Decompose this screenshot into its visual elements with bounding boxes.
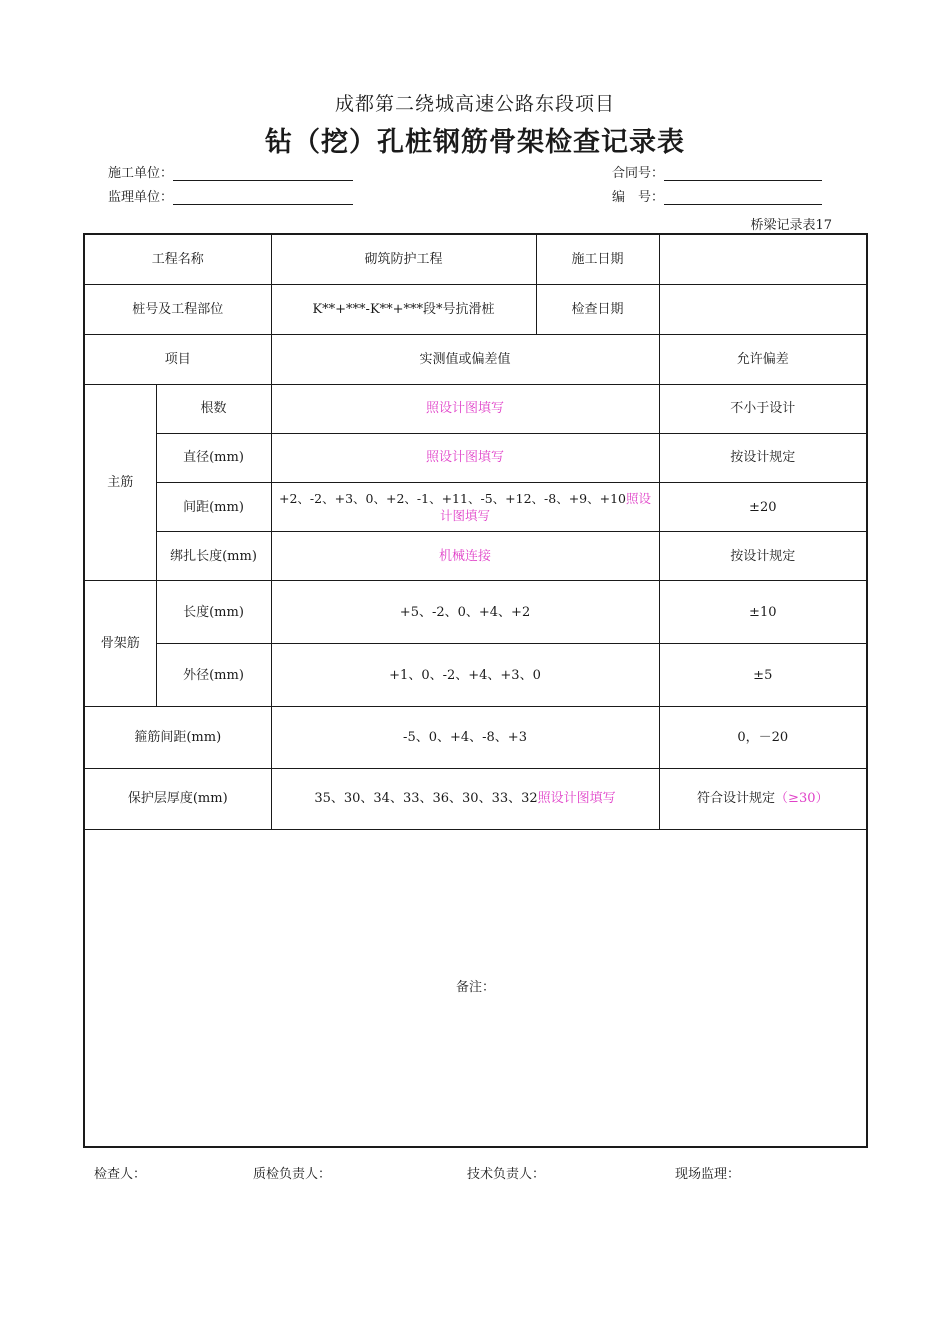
spacing-note: 照设计图填写 bbox=[440, 491, 652, 524]
table-row bbox=[84, 644, 867, 707]
cover-thickness-value: 35、30、34、33、36、30、33、32 bbox=[314, 791, 538, 807]
inspector-signature: 检查人： bbox=[94, 1167, 147, 1182]
main-rebar-group-label: 主筋 bbox=[84, 384, 156, 580]
serial-no-input-line[interactable] bbox=[664, 192, 822, 205]
serial-no-label: 编 号： bbox=[612, 190, 665, 205]
outer-diameter-label: 外径(mm) bbox=[156, 644, 271, 707]
spacing-cell[interactable] bbox=[271, 483, 659, 532]
construction-date-label: 施工日期 bbox=[536, 234, 659, 284]
diameter-value[interactable]: 照设计图填写 bbox=[271, 433, 659, 482]
stirrup-spacing-tolerance: 0，－20 bbox=[659, 707, 867, 768]
outer-diameter-tolerance: ±5 bbox=[659, 644, 867, 707]
cover-thickness-tolerance-note: （≥30） bbox=[775, 791, 829, 807]
length-value[interactable]: +5、-2、0、+4、+2 bbox=[271, 581, 659, 644]
contract-no-input-line[interactable] bbox=[664, 168, 822, 181]
contract-no-field bbox=[612, 162, 822, 181]
col-header-item: 项目 bbox=[84, 334, 271, 384]
cover-thickness-tolerance-cell bbox=[659, 768, 867, 829]
site-supervisor-signature: 现场监理： bbox=[675, 1167, 741, 1182]
length-label: 长度(mm) bbox=[156, 581, 271, 644]
contractor-label: 施工单位： bbox=[108, 166, 174, 181]
table-row bbox=[84, 234, 867, 284]
inspection-date-label: 检查日期 bbox=[536, 284, 659, 334]
spacing-label: 间距(mm) bbox=[156, 483, 271, 532]
diameter-tolerance: 按设计规定 bbox=[659, 433, 867, 482]
supervisor-field bbox=[108, 186, 353, 205]
construction-date-value[interactable] bbox=[659, 234, 867, 284]
count-label: 根数 bbox=[156, 384, 271, 433]
tech-lead-signature: 技术负责人： bbox=[467, 1167, 546, 1182]
col-header-tolerance: 允许偏差 bbox=[659, 334, 867, 384]
stirrup-spacing-value[interactable]: -5、0、+4、-8、+3 bbox=[271, 707, 659, 768]
inspection-table bbox=[83, 233, 868, 1148]
supervisor-label: 监理单位： bbox=[108, 190, 174, 205]
table-row bbox=[84, 483, 867, 532]
cover-thickness-cell[interactable] bbox=[271, 768, 659, 829]
lap-length-tolerance: 按设计规定 bbox=[659, 532, 867, 581]
lap-length-value[interactable]: 机械连接 bbox=[271, 532, 659, 581]
qc-lead-signature: 质检负责人： bbox=[253, 1167, 332, 1182]
project-name: 成都第二绕城高速公路东段项目 bbox=[334, 93, 615, 115]
diameter-label: 直径(mm) bbox=[156, 433, 271, 482]
length-tolerance: ±10 bbox=[659, 581, 867, 644]
count-tolerance: 不小于设计 bbox=[659, 384, 867, 433]
outer-diameter-value[interactable]: +1、0、-2、+4、+3、0 bbox=[271, 644, 659, 707]
project-name-value[interactable]: 砌筑防护工程 bbox=[271, 234, 536, 284]
contractor-input-line[interactable] bbox=[173, 168, 353, 181]
cage-group-label: 骨架筋 bbox=[84, 581, 156, 707]
form-code: 桥梁记录表17 bbox=[750, 218, 832, 233]
inspection-date-value[interactable] bbox=[659, 284, 867, 334]
table-row bbox=[84, 829, 867, 1147]
lap-length-label: 绑扎长度(mm) bbox=[156, 532, 271, 581]
serial-no-field bbox=[612, 186, 822, 205]
table-row bbox=[84, 532, 867, 581]
remarks-area[interactable] bbox=[84, 829, 867, 1147]
stirrup-spacing-label: 箍筋间距(mm) bbox=[84, 707, 271, 768]
form-title: 钻（挖）孔桩钢筋骨架检查记录表 bbox=[265, 127, 685, 158]
cover-thickness-tolerance: 符合设计规定 bbox=[697, 791, 776, 807]
table-row bbox=[84, 581, 867, 644]
station-value[interactable]: K**+***-K**+***段*号抗滑桩 bbox=[271, 284, 536, 334]
table-row bbox=[84, 334, 867, 384]
contract-no-label: 合同号： bbox=[612, 166, 665, 181]
spacing-value: +2、-2、+3、0、+2、-1、+11、-5、+12、-8、+9、+10 bbox=[279, 491, 627, 507]
count-value[interactable]: 照设计图填写 bbox=[271, 384, 659, 433]
spacing-tolerance: ±20 bbox=[659, 483, 867, 532]
cover-thickness-label: 保护层厚度(mm) bbox=[84, 768, 271, 829]
table-row bbox=[84, 284, 867, 334]
col-header-measured: 实测值或偏差值 bbox=[271, 334, 659, 384]
table-row bbox=[84, 384, 867, 433]
station-label: 桩号及工程部位 bbox=[84, 284, 271, 334]
table-row bbox=[84, 768, 867, 829]
table-row bbox=[84, 707, 867, 768]
project-name-label: 工程名称 bbox=[84, 234, 271, 284]
contractor-field bbox=[108, 162, 353, 181]
supervisor-input-line[interactable] bbox=[173, 192, 353, 205]
cover-thickness-note: 照设计图填写 bbox=[537, 791, 616, 807]
remarks-label: 备注： bbox=[456, 980, 496, 996]
table-row bbox=[84, 433, 867, 482]
